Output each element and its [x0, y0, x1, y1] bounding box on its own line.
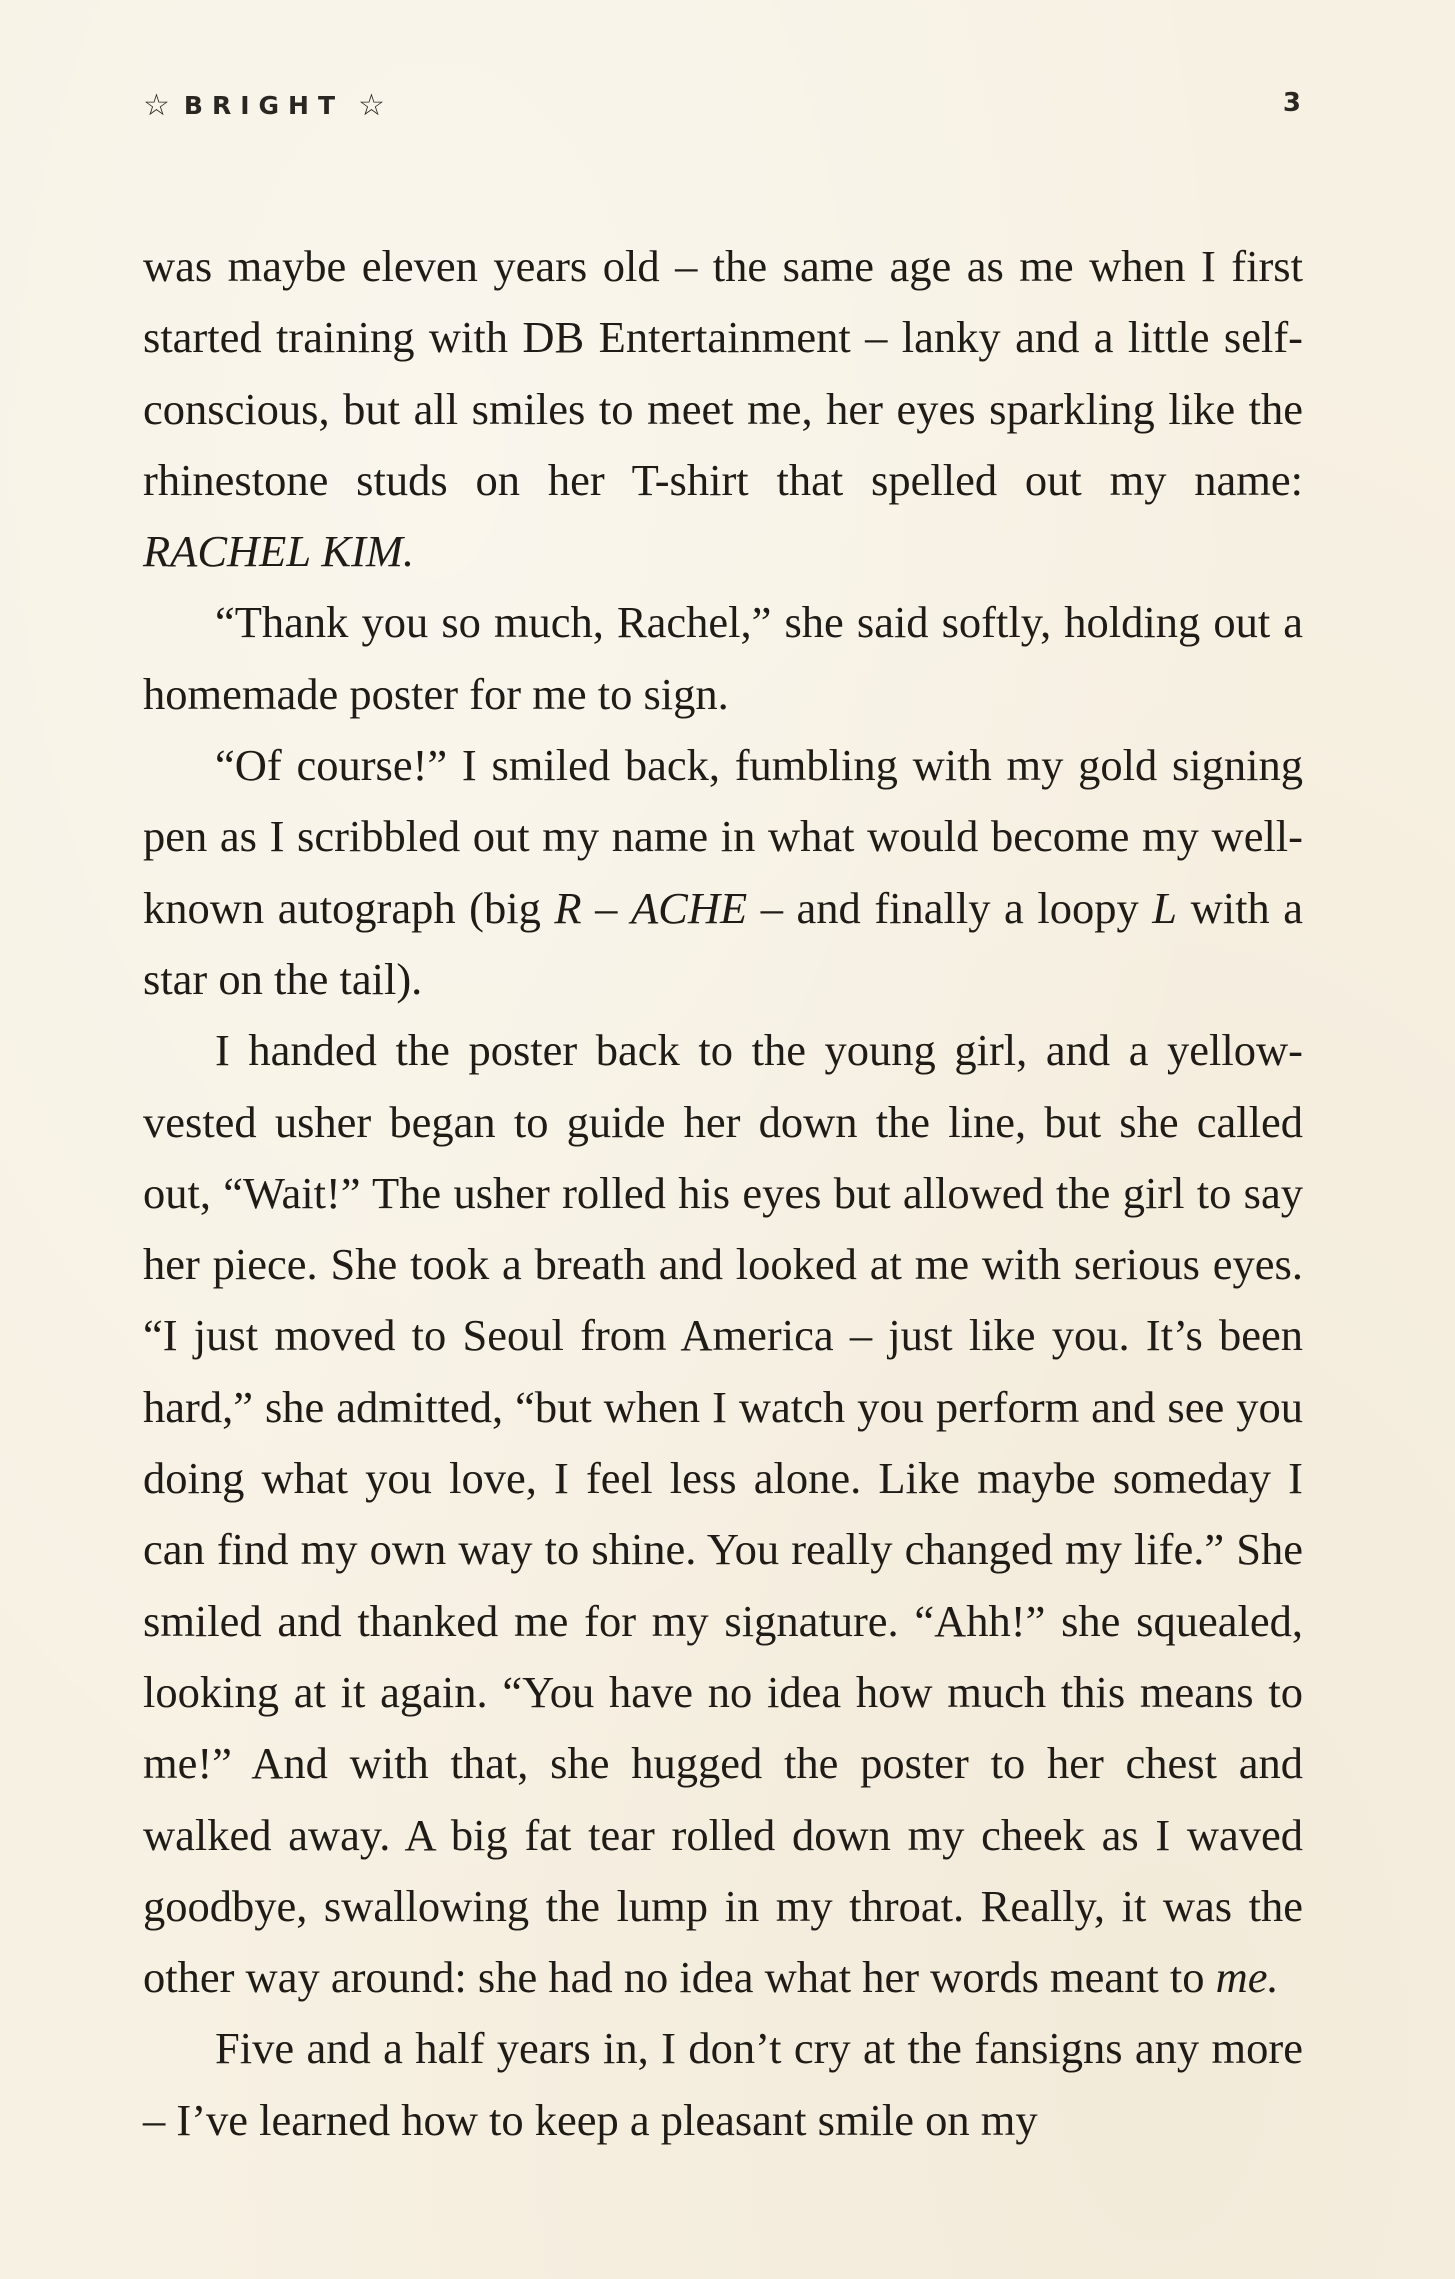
body-text: [143, 231, 1303, 2156]
text-run: Five and a half years in, I don’t cry at the fansigns any more – I’ve learned how to keep a pleasant smile on my: [143, 2023, 1303, 2145]
text-run: – and finally a loopy: [747, 882, 1153, 933]
paragraph-1: [143, 231, 1303, 587]
text-run: “Thank you so much, Rachel,” she said softly, holding out a homemade poster for me to sign.: [143, 597, 1303, 719]
text-run: was maybe eleven years old – the same age as me when I first started training with DB Entertainment – lanky and a little self-conscious, but all smiles to meet me, her eyes sparkling like the rhinestone studs on her T-shirt that spelled out my name:: [143, 241, 1303, 505]
paragraph-3: [143, 730, 1303, 1015]
paragraph-4: [143, 1015, 1303, 2013]
text-run: “Of course!” I smiled back, fumbling with my gold signing pen as I scribbled out my name in what would become my well-known autograph (big: [143, 740, 1303, 933]
text-run: with a star on the tail).: [143, 882, 1303, 1004]
italic-run: me.: [1215, 1952, 1279, 2003]
running-head: [143, 88, 1301, 132]
italic-run: L: [1152, 882, 1178, 933]
star-left-icon: ☆: [143, 88, 170, 123]
running-head-title-group: [143, 88, 385, 123]
paragraph-2: [143, 587, 1303, 730]
italic-run: RACHEL KIM.: [143, 526, 415, 577]
text-run: –: [581, 882, 631, 933]
italic-run: R: [554, 882, 582, 933]
paragraph-5: [143, 2013, 1303, 2156]
star-right-icon: ☆: [358, 88, 385, 123]
book-title: BRIGHT: [183, 91, 345, 120]
text-run: I handed the poster back to the young girl, and a yellow-vested usher began to guide her down the line, but she called out, “Wait!” The usher rolled his eyes but allowed the girl to say her piece. She took a breath and looked at me with serious eyes. “I just moved to Seoul from America – just like you. It’s been hard,” she admitted, “but when I watch you perform and see you doing what you love, I feel less alone. Like maybe someday I can find my own way to shine. You really changed my life.” She smiled and thanked me for my signature. “Ahh!” she squealed, looking at it again. “You have no idea how much this means to me!” And with that, she hugged the poster to her chest and walked away. A big fat tear rolled down my cheek as I waved goodbye, swallowing the lump in my throat. Really, it was the other way around: she had no idea what her words meant to: [143, 1025, 1303, 2003]
italic-run: ACHE: [630, 882, 748, 933]
page-number: 3: [1282, 88, 1301, 118]
